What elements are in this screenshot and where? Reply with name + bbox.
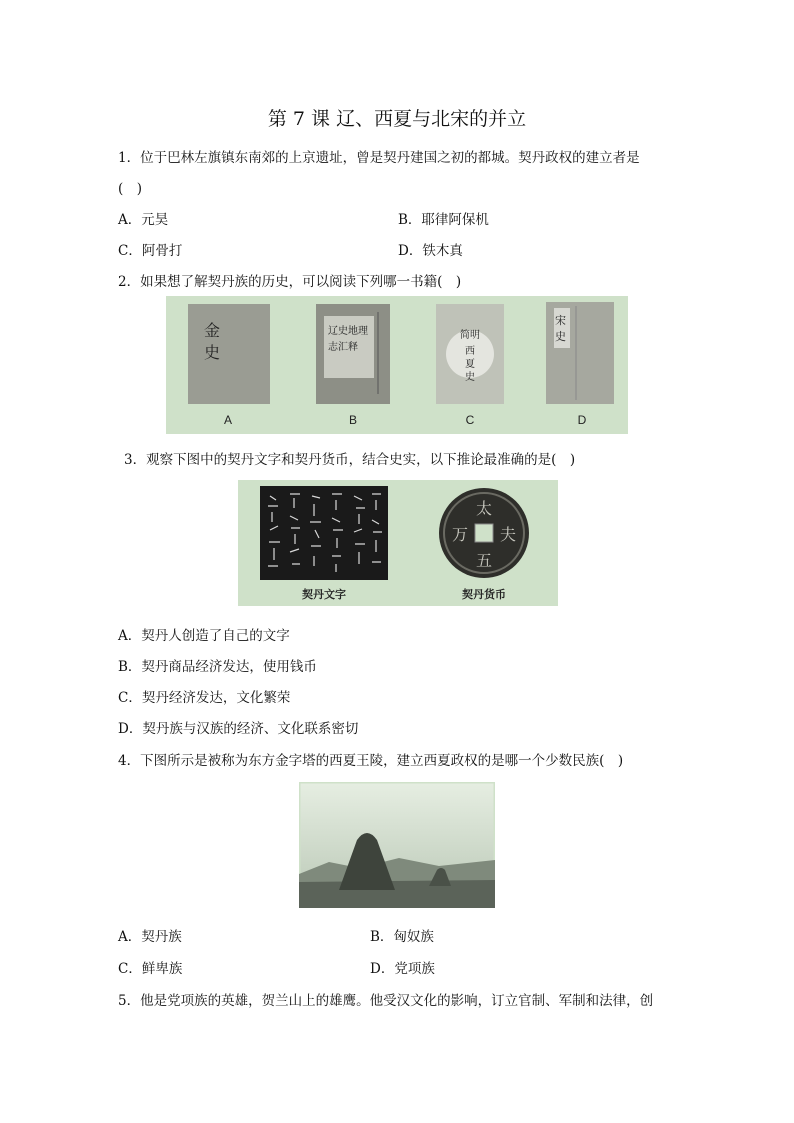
q1-option-a[interactable]: A．元昊	[118, 212, 169, 228]
svg-text:西: 西	[465, 346, 475, 357]
q4-option-c[interactable]: C．鲜卑族	[118, 961, 183, 977]
page-title: 第 7 课 辽、西夏与北宋的并立	[267, 108, 527, 130]
book-c-image	[436, 304, 504, 404]
q4-option-a[interactable]: A．契丹族	[118, 929, 182, 945]
book-d-image	[546, 302, 614, 404]
book-label-d: D	[577, 413, 587, 427]
svg-text:夏: 夏	[465, 359, 475, 370]
coin-char-bottom: 五	[475, 551, 493, 570]
svg-text:宋: 宋	[555, 314, 566, 327]
svg-text:志汇释: 志汇释	[328, 342, 358, 353]
q4-option-d[interactable]: D．党项族	[370, 961, 435, 977]
books-figure	[166, 296, 628, 434]
khitan-script-image	[260, 486, 388, 580]
q1-option-c[interactable]: C．阿骨打	[118, 243, 183, 259]
q3-option-c[interactable]: C．契丹经济发达，文化繁荣	[118, 690, 291, 706]
question-2-stem: 2．如果想了解契丹族的历史，可以阅读下列哪一书籍( )	[118, 274, 462, 290]
book-a-title-char-2: 史	[204, 343, 221, 362]
svg-text:辽史地理: 辽史地理	[328, 326, 368, 337]
q1-option-d[interactable]: D．铁木真	[398, 243, 463, 259]
book-label-a: A	[223, 413, 232, 427]
coin-char-left: 万	[451, 525, 469, 544]
book-label-c: C	[465, 413, 475, 427]
q3-option-d[interactable]: D．契丹族与汉族的经济、文化联系密切	[118, 721, 359, 737]
q1-option-b[interactable]: B．耶律阿保机	[398, 212, 489, 228]
question-1-stem: 1．位于巴林左旗镇东南郊的上京遗址，曾是契丹建国之初的都城。契丹政权的建立者是	[118, 150, 640, 166]
q3-option-b[interactable]: B．契丹商品经济发达，使用钱币	[118, 659, 317, 675]
xixia-tombs-image	[299, 782, 495, 908]
question-4-stem: 4．下图所示是被称为东方金字塔的西夏王陵，建立西夏政权的是哪一个少数民族( )	[118, 753, 624, 769]
coin-char-top: 太	[475, 499, 493, 518]
svg-text:简明: 简明	[460, 330, 480, 341]
khitan-coin-image	[434, 484, 534, 582]
khitan-figure	[238, 480, 558, 606]
q4-option-b[interactable]: B．匈奴族	[370, 929, 434, 945]
question-5-stem: 5．他是党项族的英雄，贺兰山上的雄鹰。他受汉文化的影响，订立官制、军制和法律，创	[118, 993, 654, 1009]
khitan-script-caption: 契丹文字	[302, 589, 346, 601]
coin-char-right: 夫	[499, 525, 517, 544]
book-a-title-char-1: 金	[204, 321, 221, 340]
q3-option-a[interactable]: A．契丹人创造了自己的文字	[118, 628, 290, 644]
svg-text:史: 史	[465, 372, 475, 383]
book-b-image	[316, 304, 390, 404]
question-3-stem: 3．观察下图中的契丹文字和契丹货币，结合史实，以下推论最准确的是( )	[124, 452, 576, 468]
svg-text:史: 史	[555, 330, 566, 343]
book-label-b: B	[348, 413, 357, 427]
khitan-coin-caption: 契丹货币	[462, 589, 506, 601]
book-a-image	[188, 304, 270, 404]
question-1-stem-cont: ( )	[118, 181, 143, 197]
